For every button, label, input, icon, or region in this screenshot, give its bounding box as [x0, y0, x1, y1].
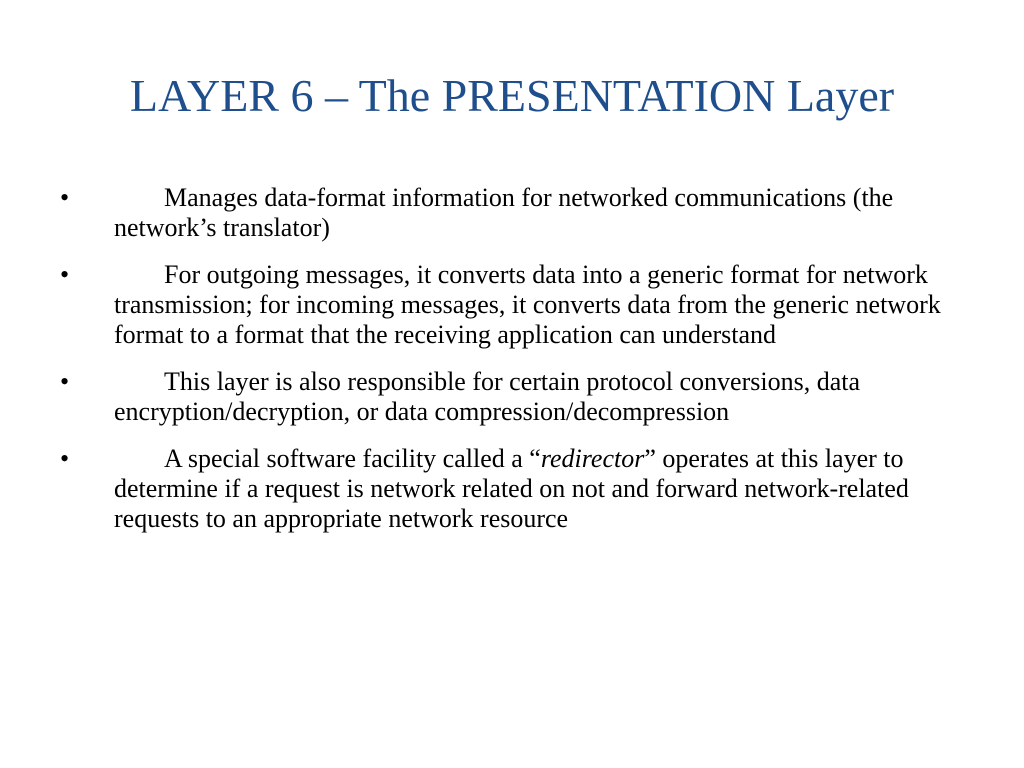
- bullet-marker: •: [60, 367, 70, 396]
- bullet-item: [58, 444, 978, 534]
- bullet-text-before: A special software facility called a “: [164, 444, 541, 473]
- bullet-marker: •: [60, 444, 70, 473]
- bullet-list: [58, 183, 978, 551]
- bullet-marker: •: [60, 260, 70, 289]
- bullet-text: Manages data-format information for networked communications (the network’s translator): [114, 183, 894, 242]
- bullet-item: [58, 183, 978, 243]
- bullet-item: [58, 260, 978, 350]
- bullet-text: This layer is also responsible for certain protocol conversions, data encryption/decryption, or data compression/decompression: [114, 367, 861, 426]
- bullet-text: For outgoing messages, it converts data into a generic format for network transmission; for incoming messages, it converts data from the generic network format to a format that the receiving application can understand: [114, 260, 941, 349]
- slide-title: LAYER 6 – The PRESENTATION Layer: [129, 70, 895, 121]
- bullet-text: [114, 444, 978, 534]
- bullet-text-after: ” operates at this layer to determine if a request is network related on not and forward network-related requests to an appropriate network resource: [114, 444, 909, 533]
- bullet-marker: •: [60, 183, 70, 212]
- bullet-item: [58, 367, 978, 427]
- redirector-emphasis: redirector: [540, 444, 645, 473]
